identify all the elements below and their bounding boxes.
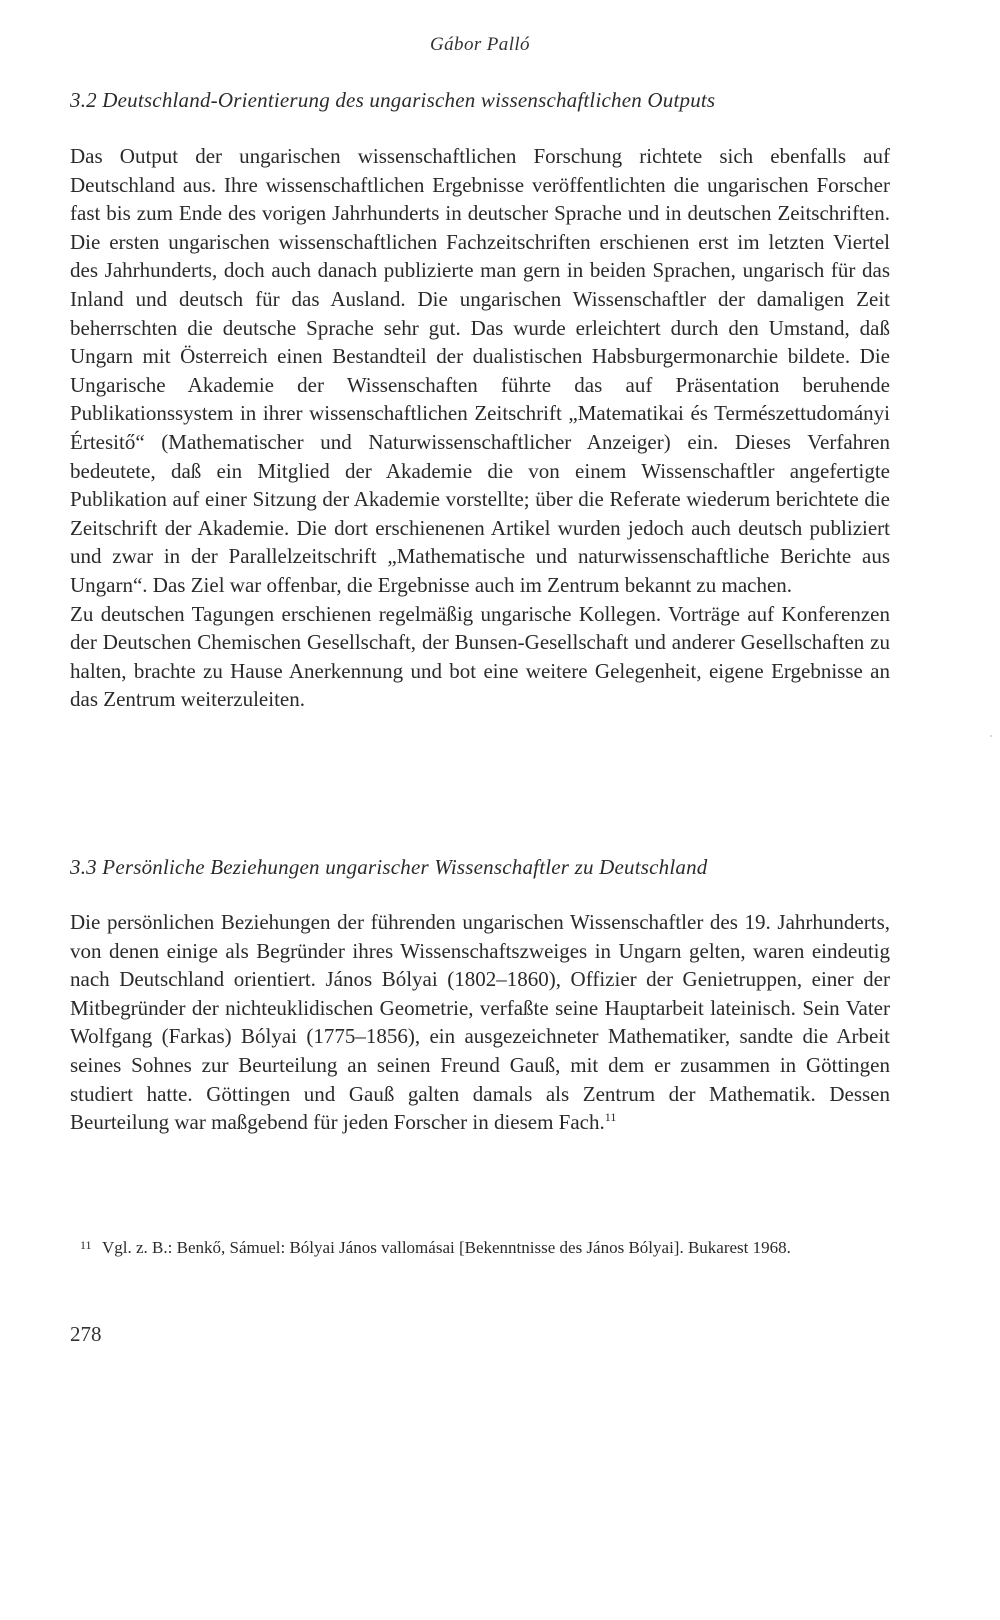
section-3-3-body xyxy=(70,908,890,1137)
section-3-2-paragraph-2: Zu deutschen Tagungen erschienen regelmäßig ungarische Kollegen. Vorträge auf Konferenzen der Deutschen Chemischen Gesellschaft, der Bunsen-Gesellschaft und anderer Gesellschaften zu halten, brachte zu Hause Anerkennung und bot eine weitere Gelegenheit, eigene Ergebnisse an das Zentrum weiterzuleiten. xyxy=(70,601,890,712)
section-3-3-paragraph-1 xyxy=(70,908,890,1137)
footnote-reference[interactable]: 11 xyxy=(604,1110,617,1125)
page-number: 278 xyxy=(70,1322,102,1346)
margin-speck xyxy=(990,735,992,737)
section-3-2-paragraph-1: Das Output der ungarischen wissenschaftlichen Forschung richtete sich ebenfalls auf Deutschland aus. Ihre wissenschaftlichen Ergebnisse veröffentlichten die ungarischen Forscher fast bis zum Ende des vorigen Jahrhunderts in deutscher Sprache und in deutschen Zeitschriften. Die ersten ungarischen wissenschaftlichen Fachzeitschriften erschienen erst im letzten Viertel des Jahrhunderts, doch auch danach publizierte man gern in beiden Sprachen, ungarisch für das Inland und deutsch für das Ausland. Die ungarischen Wissenschaftler der damaligen Zeit beherrschten die deutsche Sprache sehr gut. Das wurde erleichtert durch den Umstand, daß Ungarn mit Österreich einen Bestandteil der dualistischen Habsburgermonarchie bildete. Die Ungarische Akademie der Wissenschaften führte das auf Präsentation beruhende Publikationssystem in ihrer wissenschaftlichen Zeitschrift „Matematikai és Természettudományi Értesitő“ (Mathematischer und Naturwissenschaftlicher Anzeiger) ein. Dieses Verfahren bedeutete, daß ein Mitglied der Akademie die von einem Wissenschaftler angefertigte Publikation auf einer Sitzung der Akademie vorstellte; über die Referate wiederum berichtete die Zeitschrift der Akademie. Die dort erschienenen Artikel wurden jedoch auch deutsch publiziert und zwar in der Parallelzeitschrift „Mathematische und naturwissenschaftliche Berichte aus Ungarn“. Das Ziel war offenbar, die Ergebnisse auch im Zentrum bekannt zu machen. xyxy=(70,144,890,597)
book-page xyxy=(70,0,890,1620)
section-3-3-paragraph-1-text: Die persönlichen Beziehungen der führenden ungarischen Wissenschaftler des 19. Jahrhunderts, von denen einige als Begründer ihres Wissenschaftszweiges in Ungarn gelten, waren eindeutig nach Deutschland orientiert. János Bólyai (1802–1860), Offizier der Genietruppen, einer der Mitbegründer der nichteuklidischen Geometrie, verfaßte seine Hauptarbeit lateinisch. Sein Vater Wolfgang (Farkas) Bólyai (1775–1856), ein ausgezeichneter Mathematiker, sandte die Arbeit seines Sohnes zur Beurteilung an seinen Freund Gauß, mit dem er zusammen in Göttingen studiert hatte. Göttingen und Gauß galten damals als Zentrum der Mathematik. Dessen Beurteilung war maßgebend für jeden Forscher in diesem Fach. xyxy=(70,910,890,1135)
footnote-text: Vgl. z. B.: Benkő, Sámuel: Bólyai János vallomásai [Bekenntnisse des János Bólyai]. Bukarest 1968. xyxy=(102,1238,791,1257)
section-heading-3-2: 3.2 Deutschland-Orientierung des ungarischen wissenschaftlichen Outputs xyxy=(70,88,716,112)
section-heading-3-3: 3.3 Persönliche Beziehungen ungarischer Wissenschaftler zu Deutschland xyxy=(70,855,708,879)
footnote xyxy=(70,1235,890,1260)
running-head: Gábor Palló xyxy=(430,34,530,55)
footnote-number: 11 xyxy=(80,1238,92,1252)
section-3-2-body xyxy=(70,142,890,714)
